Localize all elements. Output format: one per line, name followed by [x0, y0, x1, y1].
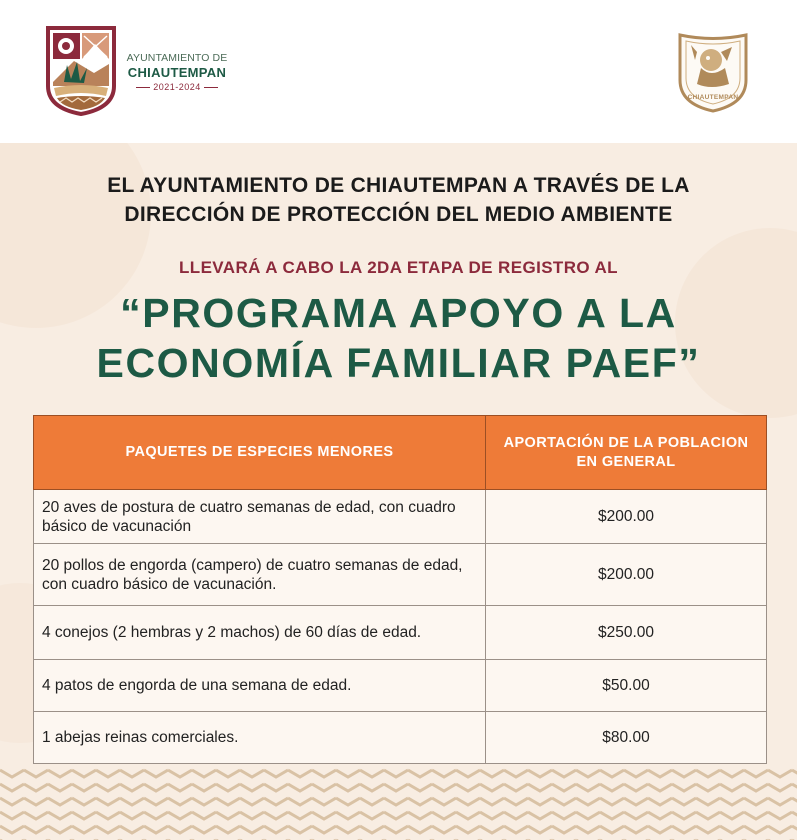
crest-label: CHIAUTEMPAN	[687, 94, 739, 101]
announcement	[0, 171, 797, 388]
heading-line-2: DIRECCIÓN DE PROTECCIÓN DEL MEDIO AMBIENTE	[124, 203, 673, 226]
term-years: 2021-2024	[153, 82, 201, 92]
package-price: $50.00	[486, 660, 767, 712]
package-description: 1 abejas reinas comerciales.	[34, 712, 486, 764]
program-title-line-2: ECONOMÍA FAMILIAR PAEF”	[96, 340, 701, 386]
municipality-logo-icon	[44, 24, 118, 116]
program-title-line-1: “PROGRAMA APOYO A LA	[120, 290, 677, 336]
table-header-row	[34, 416, 767, 490]
municipality-name: CHIAUTEMPAN	[127, 65, 227, 80]
table-row	[34, 606, 767, 660]
price-table	[33, 415, 767, 764]
municipality-brand	[122, 52, 232, 92]
table-row	[34, 544, 767, 606]
package-description: 20 aves de postura de cuatro semanas de edad, con cuadro básico de vacunación	[34, 490, 486, 544]
package-description: 4 patos de engorda de una semana de edad.	[34, 660, 486, 712]
table-row	[34, 490, 767, 544]
package-price: $200.00	[486, 544, 767, 606]
package-price: $80.00	[486, 712, 767, 764]
chevron-pattern	[0, 766, 797, 840]
table-row	[34, 712, 767, 764]
municipality-prefix: AYUNTAMIENTO DE	[126, 52, 228, 64]
package-price: $250.00	[486, 606, 767, 660]
column-header-contribution: APORTACIÓN DE LA POBLACION EN GENERAL	[486, 416, 767, 490]
program-title	[0, 288, 797, 388]
column-header-packages: PAQUETES DE ESPECIES MENORES	[34, 416, 486, 490]
heading-line-1: EL AYUNTAMIENTO DE CHIAUTEMPAN A TRAVÉS DE LA	[107, 174, 690, 197]
sub-heading: LLEVARÁ A CABO LA 2DA ETAPA DE REGISTRO AL	[179, 258, 618, 277]
package-description: 4 conejos (2 hembras y 2 machos) de 60 días de edad.	[34, 606, 486, 660]
table-row	[34, 660, 767, 712]
package-description: 20 pollos de engorda (campero) de cuatro semanas de edad, con cuadro básico de vacunación.	[34, 544, 486, 606]
page-header	[0, 0, 797, 143]
package-price: $200.00	[486, 490, 767, 544]
main-heading	[0, 171, 797, 229]
crest-icon	[675, 30, 751, 114]
